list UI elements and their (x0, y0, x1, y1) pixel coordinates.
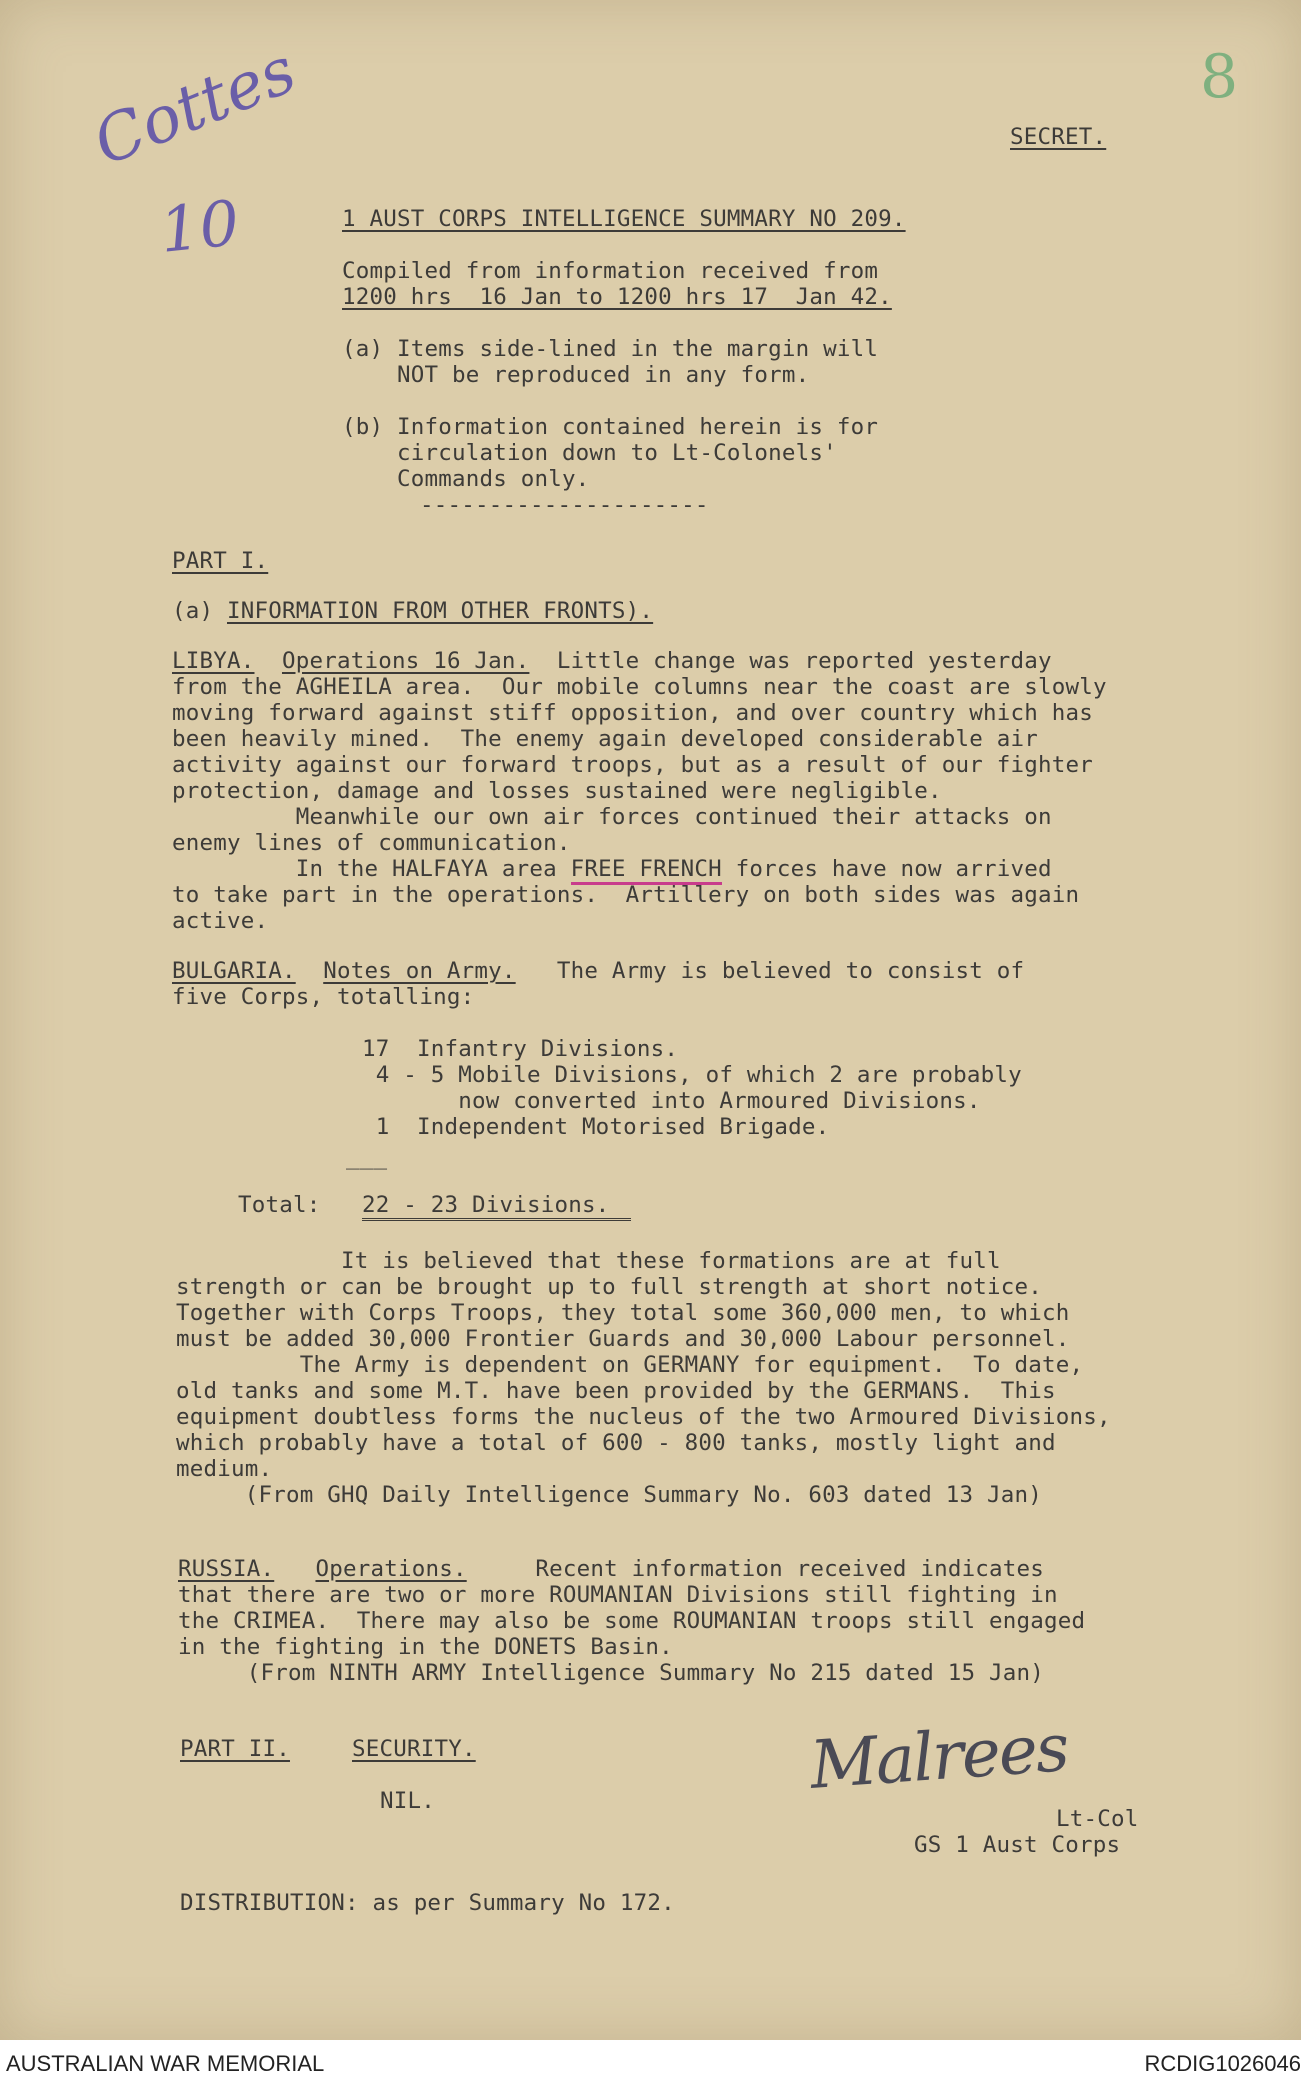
sub-a-heading: INFORMATION FROM OTHER FRONTS). (227, 598, 654, 624)
signature-rank: Lt-Col (1056, 1806, 1139, 1832)
russia-topic: Operations. (315, 1556, 467, 1582)
summary-title: 1 AUST CORPS INTELLIGENCE SUMMARY NO 209. (342, 206, 906, 232)
libya-topic: Operations 16 Jan. (281, 648, 530, 674)
header-rule: --------------------- (420, 492, 709, 518)
libya-line-10: to take part in the operations. Artillery on both sides was again (172, 882, 1080, 908)
part-2-topic: SECURITY. (352, 1736, 476, 1762)
bulgaria-para-4: must be added 30,000 Frontier Guards and 30,000 Labour personnel. (176, 1326, 1070, 1352)
libya-line-9-start: In the HALFAYA area (172, 856, 571, 882)
compiled-line-2: 1200 hrs 16 Jan to 1200 hrs 17 Jan 42. (342, 284, 892, 310)
distribution-text: as per Summary No 172. (358, 1890, 675, 1916)
bulgaria-item-3: 1 Independent Motorised Brigade. (362, 1114, 830, 1140)
bulgaria-line-1 (172, 958, 1024, 984)
bulgaria-item-1: 17 Infantry Divisions. (362, 1036, 679, 1062)
bulgaria-para-9: medium. (176, 1456, 273, 1482)
libya-line-11: active. (172, 908, 269, 934)
bulgaria-country: BULGARIA. (172, 958, 296, 984)
note-b-line-3: Commands only. (342, 466, 590, 492)
libya-line-5: activity against our forward troops, but as a result of our fighter (172, 752, 1093, 778)
bulgaria-short-rule: ___ (346, 1144, 388, 1170)
footer-source: AUSTRALIAN WAR MEMORIAL (6, 2051, 325, 2076)
corner-page-number: 8 (1200, 42, 1239, 112)
pen-annotation: Cottes (83, 33, 306, 181)
bulgaria-topic: Notes on Army. (323, 958, 516, 984)
bulgaria-total-value: 22 - 23 Divisions. (362, 1192, 631, 1221)
compiled-line-1: Compiled from information received from (342, 258, 879, 284)
part-2-content: NIL. (380, 1788, 435, 1814)
bulgaria-para-7: equipment doubtless forms the nucleus of the two Armoured Divisions, (176, 1404, 1111, 1430)
bulgaria-para-1: It is believed that these formations are at full (176, 1248, 1001, 1274)
libya-line-8: enemy lines of communication. (172, 830, 571, 856)
libya-line-1 (172, 648, 1052, 674)
libya-line-9 (172, 856, 1052, 882)
sub-a-prefix: (a) (172, 598, 227, 624)
russia-text: Recent information received indicates (466, 1556, 1045, 1582)
bulgaria-text: The Army is believed to consist of (515, 958, 1025, 984)
russia-source: (From NINTH ARMY Intelligence Summary No 215 dated 15 Jan) (178, 1660, 1045, 1686)
note-a-line-2: NOT be reproduced in any form. (342, 362, 810, 388)
libya-line-3: moving forward against stiff opposition, and over country which has (172, 700, 1093, 726)
bulgaria-para-8: which probably have a total of 600 - 800 tanks, mostly light and (176, 1430, 1056, 1456)
pen-number: 10 (156, 186, 243, 267)
bulgaria-para-5: The Army is dependent on GERMANY for equipment. To date, (176, 1352, 1084, 1378)
russia-country: RUSSIA. (178, 1556, 275, 1582)
libya-line-9-end: forces have now arrived (721, 856, 1052, 882)
signature: Malrees (807, 1709, 1070, 1804)
signature-appointment: GS 1 Aust Corps (914, 1832, 1121, 1858)
russia-line-2: that there are two or more ROUMANIAN Divisions still fighting in (178, 1582, 1058, 1608)
bulgaria-para-2: strength or can be brought up to full strength at short notice. (176, 1274, 1043, 1300)
libya-line-6: protection, damage and losses sustained were negligible. (172, 778, 942, 804)
russia-line-4: in the fighting in the DONETS Basin. (178, 1634, 673, 1660)
bulgaria-source: (From GHQ Daily Intelligence Summary No. 603 dated 13 Jan) (176, 1482, 1043, 1508)
part-1-sub-a (172, 598, 653, 624)
classification: SECRET. (1010, 124, 1107, 150)
libya-line-4: been heavily mined. The enemy again developed considerable air (172, 726, 1039, 752)
libya-text: Little change was reported yesterday (529, 648, 1052, 674)
bulgaria-para-3: Together with Corps Troops, they total some 360,000 men, to which (176, 1300, 1070, 1326)
bulgaria-para-6: old tanks and some M.T. have been provided by the GERMANS. This (176, 1378, 1056, 1404)
bulgaria-total-label: Total: (238, 1192, 321, 1218)
bulgaria-item-2: 4 - 5 Mobile Divisions, of which 2 are probably (362, 1062, 1022, 1088)
part-1-heading: PART I. (172, 548, 269, 574)
note-b-line-2: circulation down to Lt-Colonels' (342, 440, 837, 466)
note-a-line-1: (a) Items side-lined in the margin will (342, 336, 879, 362)
russia-line-1 (178, 1556, 1044, 1582)
part-2-heading: PART II. (180, 1736, 290, 1762)
free-french-highlight: FREE FRENCH (571, 856, 722, 885)
bulgaria-line-2: five Corps, totalling: (172, 984, 475, 1010)
footer-reference: RCDIG1026046 (1144, 2051, 1301, 2076)
libya-line-2: from the AGHEILA area. Our mobile columns near the coast are slowly (172, 674, 1107, 700)
note-b-line-1: (b) Information contained herein is for (342, 414, 879, 440)
russia-line-3: the CRIMEA. There may also be some ROUMANIAN troops still engaged (178, 1608, 1086, 1634)
distribution-label: DISTRIBUTION: (180, 1890, 359, 1916)
libya-line-7: Meanwhile our own air forces continued their attacks on (172, 804, 1052, 830)
bulgaria-item-2b: now converted into Armoured Divisions. (362, 1088, 981, 1114)
distribution-line (180, 1890, 675, 1916)
libya-country: LIBYA. (172, 648, 255, 674)
